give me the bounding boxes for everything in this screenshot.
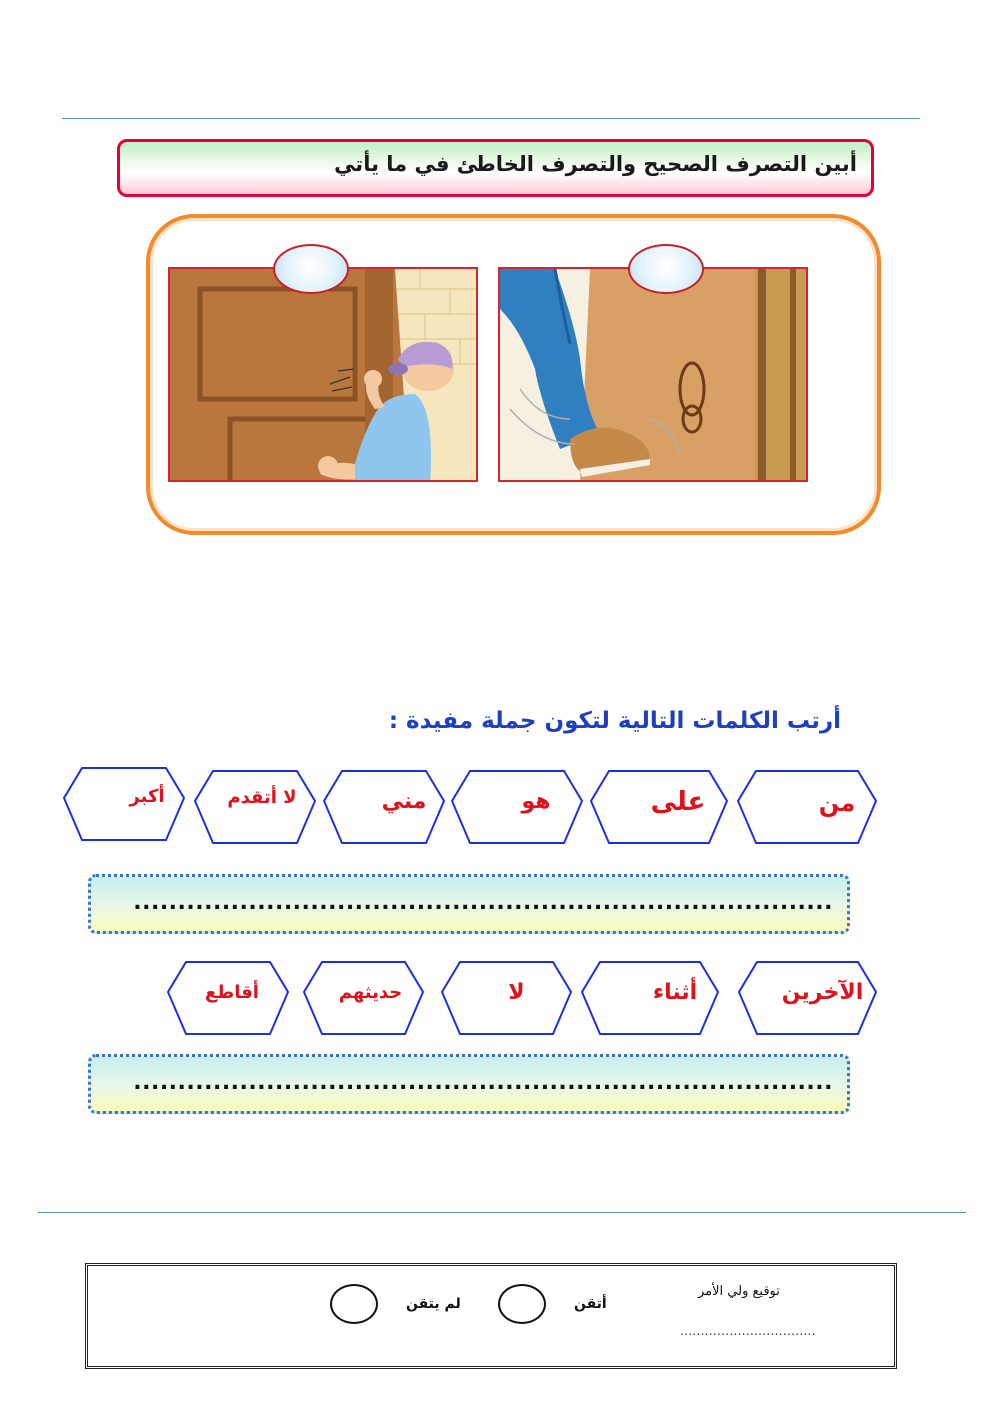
word-card[interactable]: الآخرين <box>737 960 878 1036</box>
guardian-signature-line[interactable]: ................................. <box>680 1324 816 1338</box>
answer-line[interactable]: ............................................................................... <box>88 1054 850 1114</box>
word-card[interactable]: هو <box>450 769 584 845</box>
top-divider <box>62 118 920 119</box>
exercise-title-banner <box>117 139 874 197</box>
answer-bubble-left[interactable] <box>273 244 349 294</box>
word-card[interactable]: حديثهم <box>302 960 425 1036</box>
arrange-words-heading: أرتب الكلمات التالية لتكون جملة مفيدة : <box>388 708 841 734</box>
evaluation-box <box>85 1263 897 1369</box>
word-card[interactable]: من <box>736 769 878 845</box>
word-card[interactable]: أكبر <box>62 766 186 842</box>
not-mastered-checkbox[interactable] <box>330 1284 378 1324</box>
foot-kicking-door-icon <box>498 267 808 482</box>
word-card[interactable]: لا <box>440 960 573 1036</box>
bottom-divider <box>38 1212 966 1213</box>
answer-line[interactable]: ............................................................................... <box>88 874 850 934</box>
mastered-checkbox[interactable] <box>498 1284 546 1324</box>
word-card[interactable]: أثناء <box>580 960 720 1036</box>
exercise-title: أبين التصرف الصحيح والتصرف الخاطئ في ما يأتي <box>334 152 857 176</box>
mastered-label: أتقن <box>574 1296 607 1312</box>
word-card[interactable]: مني <box>322 769 446 845</box>
word-card[interactable]: أقاطع <box>166 960 290 1036</box>
not-mastered-label: لم يتقن <box>406 1296 461 1312</box>
answer-bubble-right[interactable] <box>628 244 704 294</box>
guardian-signature-label: توقيع ولي الأمر <box>698 1284 780 1299</box>
word-card[interactable]: على <box>589 769 729 845</box>
word-card[interactable]: لا أتقدم <box>193 769 317 845</box>
boy-knocking-door-icon <box>168 267 478 482</box>
